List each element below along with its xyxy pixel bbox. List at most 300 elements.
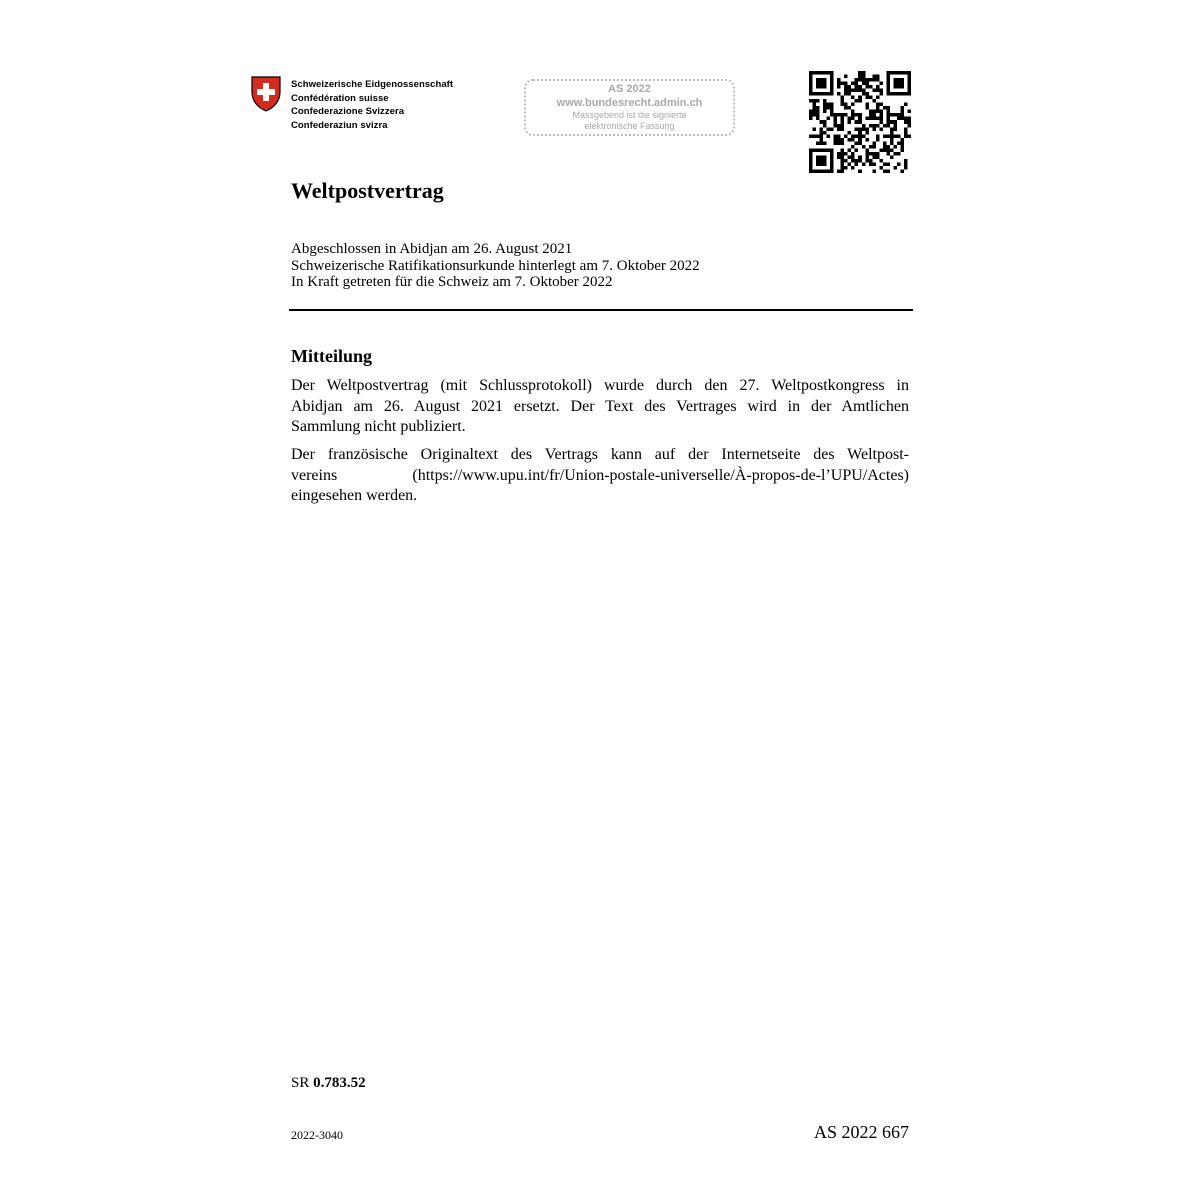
qr-module <box>848 131 852 135</box>
meta-entry-into-force: In Kraft getreten für die Schweiz am 7. Oktober 2022 <box>291 274 613 290</box>
qr-module <box>830 92 834 96</box>
qr-module <box>851 117 855 121</box>
qr-module <box>830 159 834 163</box>
qr-module <box>865 103 869 107</box>
qr-module <box>893 152 897 156</box>
qr-module <box>827 127 831 131</box>
qr-module <box>886 134 890 138</box>
qr-module <box>827 71 831 75</box>
qr-module <box>858 113 862 117</box>
qr-module <box>872 145 876 149</box>
qr-module <box>862 89 866 93</box>
qr-module <box>855 148 859 152</box>
qr-module <box>834 138 838 142</box>
qr-module <box>820 92 824 96</box>
qr-module <box>897 141 901 145</box>
qr-module <box>830 103 834 107</box>
qr-module <box>883 124 887 128</box>
qr-module <box>858 71 862 75</box>
qr-module <box>872 75 876 79</box>
qr-module <box>876 103 880 107</box>
qr-module <box>823 159 827 163</box>
qr-module <box>893 124 897 128</box>
qr-module <box>820 159 824 163</box>
qr-module <box>837 124 841 128</box>
qr-module <box>865 106 869 110</box>
qr-module <box>837 127 841 131</box>
qr-module <box>820 131 824 135</box>
qr-module <box>893 166 897 170</box>
qr-module <box>897 71 901 75</box>
qr-module <box>841 99 845 103</box>
qr-module <box>907 85 911 89</box>
qr-module <box>883 162 887 166</box>
qr-module <box>823 92 827 96</box>
qr-module <box>886 110 890 114</box>
qr-module <box>823 169 827 173</box>
qr-module <box>809 169 813 173</box>
qr-module <box>865 117 869 121</box>
qr-module <box>841 124 845 128</box>
qr-module <box>893 71 897 75</box>
qr-module <box>844 75 848 79</box>
qr-module <box>883 141 887 145</box>
qr-module <box>904 162 908 166</box>
qr-module <box>816 106 820 110</box>
qr-module <box>827 92 831 96</box>
header-divider <box>289 309 913 311</box>
qr-module <box>809 148 813 152</box>
qr-module <box>893 134 897 138</box>
qr-module <box>904 134 908 138</box>
qr-module <box>872 155 876 159</box>
qr-module <box>841 162 845 166</box>
qr-module <box>848 89 852 93</box>
qr-module <box>820 120 824 124</box>
qr-module <box>865 85 869 89</box>
qr-module <box>883 134 887 138</box>
qr-module <box>830 152 834 156</box>
qr-module <box>848 138 852 142</box>
qr-module <box>858 127 862 131</box>
qr-module <box>862 71 866 75</box>
qr-module <box>816 155 820 159</box>
qr-module <box>886 169 890 173</box>
qr-module <box>855 82 859 86</box>
qr-module <box>876 78 880 82</box>
qr-module <box>844 82 848 86</box>
qr-module <box>869 162 873 166</box>
qr-module <box>816 82 820 86</box>
qr-module <box>816 110 820 114</box>
qr-module <box>904 127 908 131</box>
qr-module <box>904 159 908 163</box>
qr-module <box>900 145 904 149</box>
qr-module <box>848 117 852 121</box>
qr-module <box>809 152 813 156</box>
qr-module <box>841 159 845 163</box>
qr-module <box>897 78 901 82</box>
qr-module <box>844 134 848 138</box>
qr-module <box>907 92 911 96</box>
qr-module <box>855 134 859 138</box>
qr-module <box>872 110 876 114</box>
qr-module <box>844 113 848 117</box>
qr-module <box>886 85 890 89</box>
qr-module <box>869 78 873 82</box>
qr-module <box>900 92 904 96</box>
qr-module <box>837 141 841 145</box>
qr-module <box>844 92 848 96</box>
qr-module <box>823 131 827 135</box>
qr-module <box>816 141 820 145</box>
qr-module <box>823 78 827 82</box>
qr-module <box>816 117 820 121</box>
qr-module <box>893 85 897 89</box>
qr-module <box>858 131 862 135</box>
sr-number-value: 0.783.52 <box>313 1075 366 1091</box>
qr-module <box>823 85 827 89</box>
official-stamp <box>524 79 735 136</box>
qr-module <box>813 127 817 131</box>
qr-module <box>823 99 827 103</box>
qr-module <box>869 145 873 149</box>
qr-module <box>823 141 827 145</box>
qr-module <box>904 71 908 75</box>
qr-module <box>907 78 911 82</box>
qr-module <box>841 120 845 124</box>
qr-module <box>865 152 869 156</box>
qr-module <box>907 134 911 138</box>
qr-module <box>879 103 883 107</box>
qr-module <box>841 113 845 117</box>
qr-module <box>872 141 876 145</box>
qr-module <box>830 127 834 131</box>
document-meta <box>291 241 700 291</box>
qr-module <box>897 134 901 138</box>
qr-module <box>809 166 813 170</box>
qr-module <box>841 152 845 156</box>
qr-module <box>890 155 894 159</box>
qr-module <box>834 120 838 124</box>
paragraph-original-text-link <box>291 445 909 507</box>
qr-module <box>907 82 911 86</box>
qr-module <box>862 82 866 86</box>
qr-module <box>837 113 841 117</box>
qr-module <box>876 138 880 142</box>
paragraph-line: eingesehen werden. <box>291 487 418 504</box>
qr-module <box>841 148 845 152</box>
qr-module <box>862 92 866 96</box>
qr-module <box>830 75 834 79</box>
meta-concluded: Abgeschlossen in Abidjan am 26. August 2021 <box>291 241 573 257</box>
qr-module <box>851 110 855 114</box>
qr-module <box>813 134 817 138</box>
qr-module <box>876 89 880 93</box>
sr-number <box>291 1075 366 1092</box>
qr-module <box>809 162 813 166</box>
as-reference: AS 2022 667 <box>813 1122 909 1142</box>
qr-module <box>827 117 831 121</box>
qr-module <box>813 71 817 75</box>
qr-module <box>813 103 817 107</box>
qr-module <box>820 85 824 89</box>
paragraph-replacement-notice <box>291 376 909 438</box>
qr-module <box>869 159 873 163</box>
qr-module <box>869 117 873 121</box>
qr-module <box>841 169 845 173</box>
qr-module <box>890 113 894 117</box>
qr-module <box>823 162 827 166</box>
qr-module <box>830 110 834 114</box>
qr-module <box>858 99 862 103</box>
qr-module <box>851 138 855 142</box>
qr-module <box>855 120 859 124</box>
swiss-shield-icon <box>251 76 281 112</box>
qr-module <box>851 155 855 159</box>
qr-module <box>893 127 897 131</box>
qr-module <box>813 99 817 103</box>
qr-module <box>879 127 883 131</box>
stamp-url: www.bundesrecht.admin.ch <box>556 97 703 109</box>
qr-module <box>886 113 890 117</box>
qr-module <box>809 110 813 114</box>
qr-module <box>855 99 859 103</box>
qr-module <box>813 92 817 96</box>
qr-module <box>837 152 841 156</box>
qr-module <box>897 117 901 121</box>
qr-module <box>858 120 862 124</box>
qr-module <box>890 127 894 131</box>
qr-module <box>886 89 890 93</box>
qr-module <box>890 141 894 145</box>
qr-module <box>876 124 880 128</box>
qr-module <box>879 92 883 96</box>
qr-module <box>886 152 890 156</box>
qr-module <box>858 155 862 159</box>
qr-module <box>830 162 834 166</box>
qr-module <box>886 78 890 82</box>
qr-module <box>830 89 834 93</box>
qr-module <box>900 110 904 114</box>
qr-module <box>872 152 876 156</box>
stamp-as-year: AS 2022 <box>608 83 651 95</box>
qr-module <box>841 127 845 131</box>
qr-module <box>809 99 813 103</box>
qr-module <box>872 162 876 166</box>
qr-module <box>855 127 859 131</box>
qr-module <box>855 78 859 82</box>
qr-module <box>848 162 852 166</box>
qr-module <box>900 117 904 121</box>
qr-module <box>844 89 848 93</box>
qr-module <box>820 134 824 138</box>
qr-module <box>827 169 831 173</box>
qr-module <box>830 166 834 170</box>
qr-module <box>897 162 901 166</box>
qr-module <box>907 89 911 93</box>
qr-module <box>841 103 845 107</box>
qr-module <box>893 92 897 96</box>
qr-module <box>872 127 876 131</box>
qr-module <box>851 166 855 170</box>
qr-module <box>816 78 820 82</box>
section-heading: Mitteilung <box>291 346 372 366</box>
qr-module <box>858 138 862 142</box>
qr-module <box>900 169 904 173</box>
qr-module <box>851 159 855 163</box>
qr-module <box>865 96 869 100</box>
qr-module <box>893 120 897 124</box>
qr-module <box>820 138 824 142</box>
qr-module <box>851 82 855 86</box>
qr-module <box>834 113 838 117</box>
qr-module <box>844 152 848 156</box>
qr-module <box>865 159 869 163</box>
qr-module <box>830 113 834 117</box>
confederation-name-fr: Confédération suisse <box>291 92 389 104</box>
qr-module <box>872 169 876 173</box>
qr-module <box>830 85 834 89</box>
qr-module <box>858 159 862 163</box>
qr-module <box>820 141 824 145</box>
qr-module <box>907 117 911 121</box>
qr-module <box>897 113 901 117</box>
qr-module <box>890 138 894 142</box>
qr-module <box>827 106 831 110</box>
qr-module <box>809 82 813 86</box>
qr-module <box>865 82 869 86</box>
qr-module <box>876 155 880 159</box>
qr-module <box>813 148 817 152</box>
paragraph-line: Sammlung nicht publiziert. <box>291 418 466 435</box>
swiss-confederation-logo <box>251 76 453 132</box>
qr-module <box>879 148 883 152</box>
qr-module <box>848 92 852 96</box>
qr-module <box>855 113 859 117</box>
qr-module <box>897 85 901 89</box>
qr-module <box>837 78 841 82</box>
qr-module <box>900 78 904 82</box>
qr-module <box>893 78 897 82</box>
qr-module <box>897 82 901 86</box>
qr-module <box>809 113 813 117</box>
qr-module <box>890 120 894 124</box>
qr-module <box>858 96 862 100</box>
qr-module <box>872 124 876 128</box>
qr-module <box>865 138 869 142</box>
qr-module <box>809 85 813 89</box>
qr-module <box>865 148 869 152</box>
qr-module <box>816 71 820 75</box>
qr-module <box>900 71 904 75</box>
qr-module <box>848 155 852 159</box>
qr-module <box>876 117 880 121</box>
qr-module <box>872 117 876 121</box>
qr-module <box>900 106 904 110</box>
stamp-note: Massgebend ist die signierte <box>572 110 687 120</box>
qr-module <box>862 134 866 138</box>
qr-module <box>865 155 869 159</box>
qr-module <box>809 134 813 138</box>
qr-module <box>865 78 869 82</box>
qr-module <box>869 110 873 114</box>
qr-module <box>837 92 841 96</box>
paragraph-line: Abidjan am 26. August 2021 ersetzt. Der Text des Vertrages wird in der Amtlichen <box>291 397 909 415</box>
qr-module <box>823 106 827 110</box>
qr-module <box>816 148 820 152</box>
qr-module <box>851 96 855 100</box>
qr-module <box>813 110 817 114</box>
qr-module <box>813 113 817 117</box>
qr-module <box>823 155 827 159</box>
qr-module <box>830 78 834 82</box>
qr-module <box>869 113 873 117</box>
qr-module <box>858 78 862 82</box>
qr-module <box>823 82 827 86</box>
qr-module <box>886 82 890 86</box>
qr-module <box>862 162 866 166</box>
paragraph-line: Der Weltpostvertrag (mit Schlussprotokoll) wurde durch den 27. Weltpostkongress in <box>291 377 909 394</box>
qr-module <box>876 152 880 156</box>
qr-module <box>820 155 824 159</box>
qr-module <box>876 106 880 110</box>
stamp-note-2: elektronische Fassung <box>584 121 675 131</box>
qr-module <box>816 99 820 103</box>
qr-module <box>834 117 838 121</box>
qr-module <box>904 103 908 107</box>
qr-module <box>865 131 869 135</box>
qr-module <box>823 148 827 152</box>
qr-module <box>827 134 831 138</box>
qr-module <box>844 85 848 89</box>
qr-module <box>820 127 824 131</box>
qr-module <box>872 113 876 117</box>
qr-module <box>841 155 845 159</box>
qr-module <box>809 159 813 163</box>
qr-module <box>820 148 824 152</box>
qr-module <box>862 127 866 131</box>
qr-module <box>858 134 862 138</box>
qr-module <box>869 152 873 156</box>
qr-module <box>858 85 862 89</box>
qr-module <box>848 148 852 152</box>
qr-module <box>851 145 855 149</box>
qr-module <box>886 162 890 166</box>
qr-module <box>900 82 904 86</box>
qr-module <box>886 75 890 79</box>
qr-module <box>816 169 820 173</box>
qr-module <box>820 71 824 75</box>
qr-module <box>816 159 820 163</box>
qr-module <box>893 82 897 86</box>
qr-module <box>890 131 894 135</box>
qr-module <box>841 138 845 142</box>
qr-module <box>876 85 880 89</box>
qr-module <box>872 99 876 103</box>
qr-module <box>865 127 869 131</box>
qr-module <box>830 71 834 75</box>
qr-module <box>823 71 827 75</box>
qr-module <box>851 134 855 138</box>
qr-module <box>900 141 904 145</box>
qr-module <box>862 124 866 128</box>
qr-module <box>893 145 897 149</box>
confederation-name-rm: Confederaziun svizra <box>291 119 388 131</box>
qr-module <box>851 152 855 156</box>
qr-module <box>837 134 841 138</box>
qr-module <box>890 92 894 96</box>
